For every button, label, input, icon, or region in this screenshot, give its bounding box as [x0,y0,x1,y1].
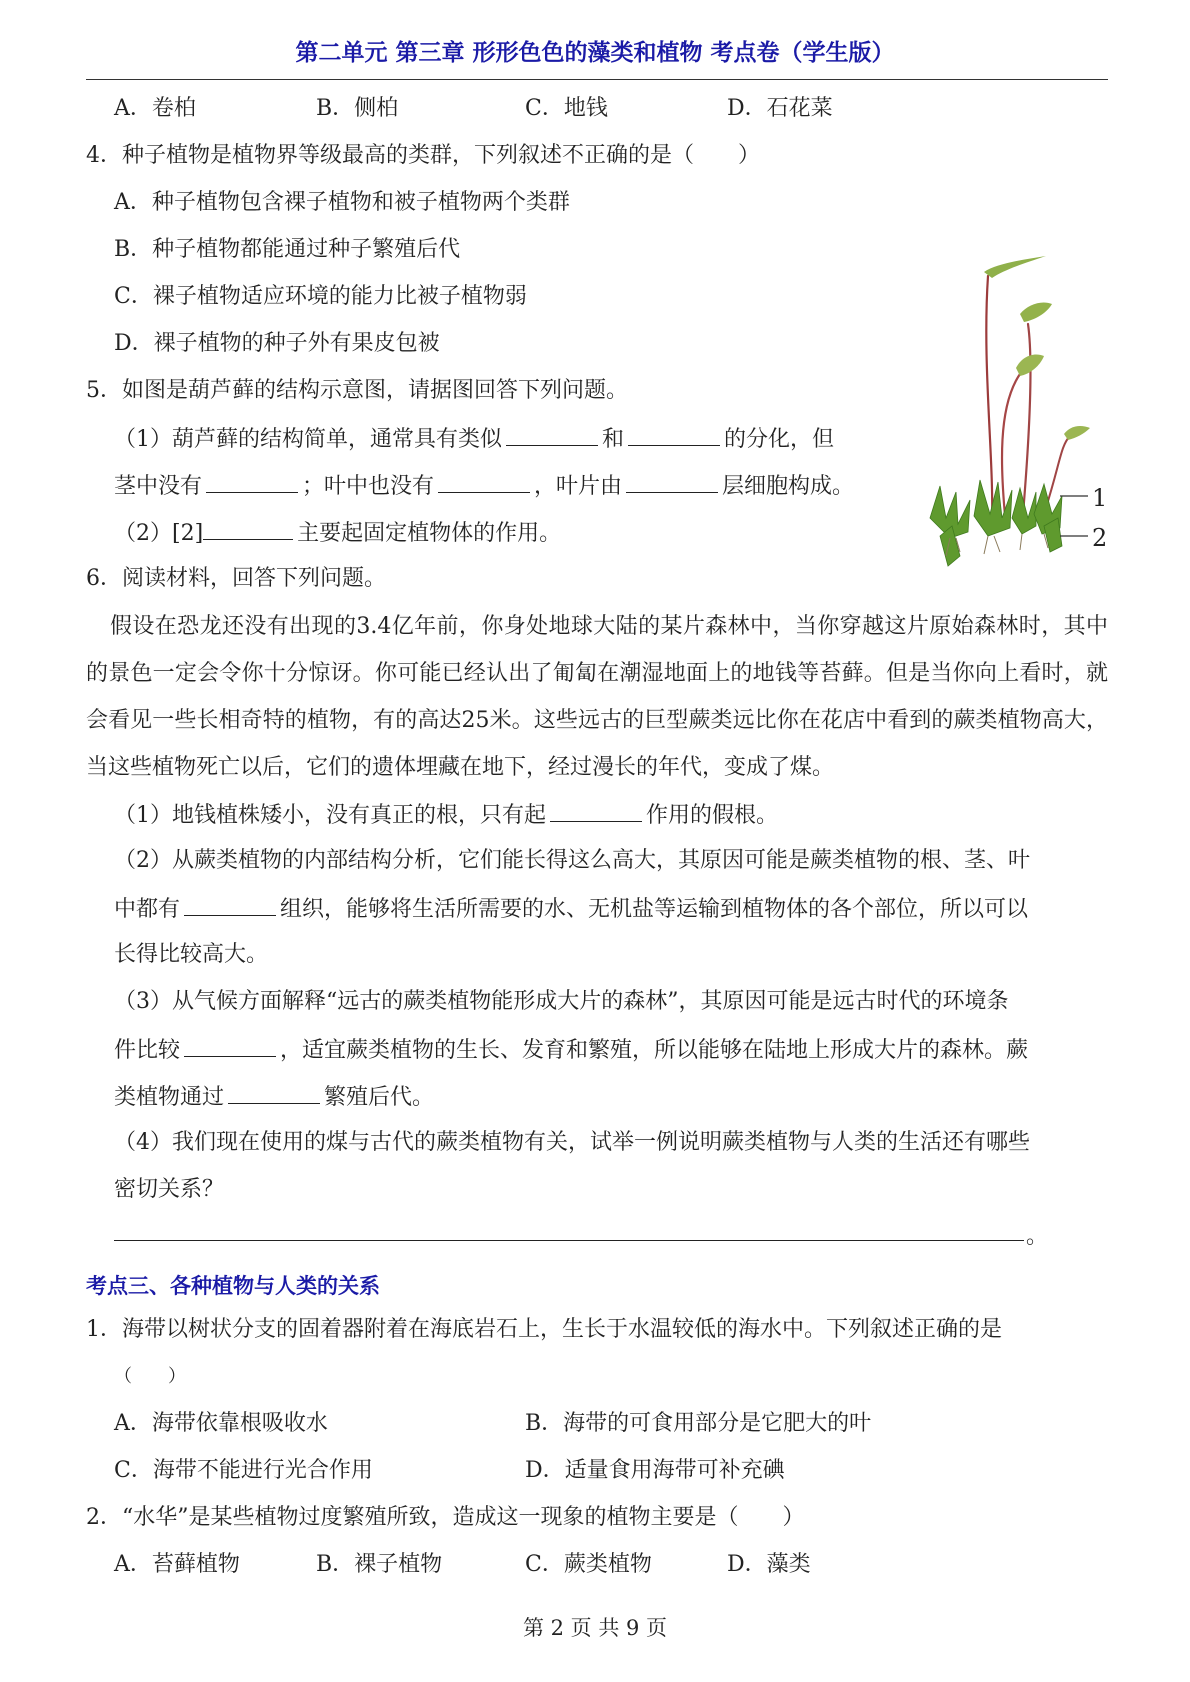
answer-blank[interactable] [626,470,718,493]
q6-s1-text-b: 作用的假根。 [646,803,779,828]
q6-s4-line1: （4）我们现在使用的煤与古代的蕨类植物有关，试举一例说明蕨类植物与人类的生活还有哪些 [114,1130,1031,1155]
s3-q2-option-d: D．藻类 [727,1552,811,1577]
q6-s2-text-b: 中都有 [114,897,181,922]
answer-blank[interactable] [550,799,642,822]
q4-option-c: C．裸子植物适应环境的能力比被子植物弱 [114,284,527,309]
q6-s2-line3: 长得比较高大。 [114,942,269,967]
q3-option-d: D．石花菜 [727,96,833,121]
q6-s2-text-c: 组织，能够将生活所需要的水、无机盐等运输到植物体的各个部位，所以可以 [280,897,1029,922]
q6-s3-text-b: 件比较 [114,1038,181,1063]
q6-s3-text-c: ，适宜蕨类植物的生长、发育和繁殖，所以能够在陆地上形成大片的森林。蕨 [280,1038,1029,1063]
q5-part1-line2 [114,470,854,502]
q6-s2-line2 [114,893,1028,925]
q5-p2-text-a: （2）[2] [114,521,204,546]
answer-blank[interactable] [506,423,598,446]
q6-s1-text-a: （1）地钱植株矮小，没有真正的根，只有起 [114,803,546,828]
q5-p1-text-c: 的分化，但 [724,427,835,452]
q5-stem: 5．如图是葫芦藓的结构示意图，请据图回答下列问题。 [86,378,628,403]
answer-blank[interactable] [438,470,530,493]
answer-blank[interactable] [203,517,293,540]
s3-q1-option-a: A．海带依靠根吸收水 [114,1411,328,1436]
q3-option-a: A．卷柏 [114,96,196,121]
answer-blank[interactable] [184,893,276,916]
q4-option-a: A．种子植物包含裸子植物和被子植物两个类群 [114,190,570,215]
q6-material: 假设在恐龙还没有出现的3.4亿年前，你身处地球大陆的某片森林中，当你穿越这片原始森林时，其中的景色一定会令你十分惊讶。你可能已经认出了匍匐在潮湿地面上的地钱等苔藓。但是当你向上看时，就会看见一些长相奇特的植物，有的高达25米。这些远古的巨型蕨类远比你在花店中看到的蕨类植物高大，当这些植物死亡以后，它们的遗体埋藏在地下，经过漫长的年代，变成了煤。 [86,614,1108,780]
answer-blank[interactable] [228,1081,320,1104]
page-footer: 第 2 页 共 9 页 [522,1616,668,1640]
q5-p1-text-a: （1）葫芦藓的结构简单，通常具有类似 [114,427,502,452]
q3-option-b: B．侧柏 [316,96,399,121]
figure-label-2: 2 [1092,524,1108,552]
q5-p1-text-f: ，叶片由 [534,474,623,499]
q4-option-d: D．裸子植物的种子外有果皮包被 [114,331,440,356]
s3-q2-stem: 2．“水华”是某些植物过度繁殖所致，造成这一现象的植物主要是（ ） [86,1505,805,1530]
figure-label-1: 1 [1092,484,1108,512]
q6-s3-text-d: 类植物通过 [114,1085,225,1110]
q6-s3-line2 [114,1034,1028,1066]
answer-long-line[interactable] [114,1240,1024,1241]
q5-part2 [114,517,561,549]
s3-q1-option-c: C．海带不能进行光合作用 [114,1458,373,1483]
answer-blank[interactable] [206,470,298,493]
q6-stem: 6．阅读材料，回答下列问题。 [86,566,386,591]
s3-q2-option-b: B．裸子植物 [316,1552,443,1577]
s3-q1-option-b: B．海带的可食用部分是它肥大的叶 [525,1411,872,1436]
q6-s3-text-e: 繁殖后代。 [324,1085,435,1110]
s3-q1-paren: （ ） [114,1366,186,1387]
figure-leader-lines [1060,496,1088,536]
q6-s4-end-mark: 。 [1026,1224,1049,1249]
q4-option-b: B．种子植物都能通过种子繁殖后代 [114,237,461,262]
q6-s3-line3 [114,1081,434,1113]
answer-blank[interactable] [628,423,720,446]
q6-sub1 [114,799,778,831]
q5-part1-line1 [114,423,834,455]
moss-leafy-shoots [930,480,1062,566]
q6-s3-line1: （3）从气候方面解释“远古的蕨类植物能形成大片的森林”，其原因可能是远古时代的环境条 [114,989,1009,1014]
q5-p1-text-b: 和 [602,427,625,452]
s3-q2-option-c: C．蕨类植物 [525,1552,652,1577]
s3-q1-option-d: D．适量食用海带可补充碘 [525,1458,785,1483]
q4-stem: 4．种子植物是植物界等级最高的类群，下列叙述不正确的是（ ） [86,143,760,168]
moss-capsules [984,256,1090,440]
moss-rhizoids [946,534,1048,556]
q5-p2-text-b: 主要起固定植物体的作用。 [297,521,562,546]
answer-blank[interactable] [184,1034,276,1057]
q6-s2-line1: （2）从蕨类植物的内部结构分析，它们能长得这么高大，其原因可能是蕨类植物的根、茎、叶 [114,848,1031,873]
s3-q2-option-a: A．苔藓植物 [114,1552,240,1577]
moss-figure [910,256,1110,596]
q5-p1-text-d: 茎中没有 [114,474,203,499]
section-title: 考点三、各种植物与人类的关系 [86,1274,380,1298]
q6-s4-line2: 密切关系？ [114,1177,225,1202]
q5-p1-text-e: ；叶中也没有 [302,474,435,499]
page-header: 第二单元 第三章 形形色色的藻类和植物 考点卷（学生版） [295,40,895,66]
s3-q1-stem: 1．海带以树状分支的固着器附着在海底岩石上，生长于水温较低的海水中。下列叙述正确的是 [86,1317,1003,1342]
q3-option-c: C．地钱 [525,96,608,121]
q5-p1-text-g: 层细胞构成。 [722,474,855,499]
header-rule [86,79,1108,80]
